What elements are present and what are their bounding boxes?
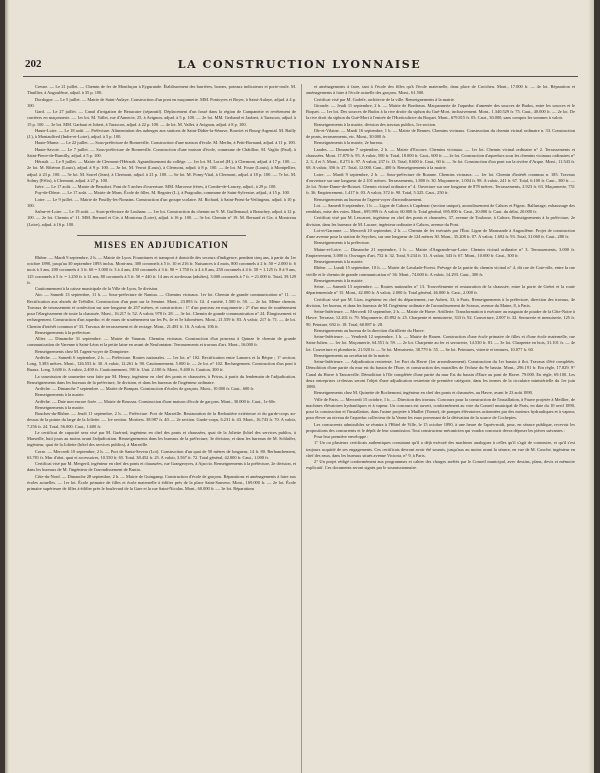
journal-title: LA CONSTRUCTION LYONNAISE xyxy=(177,58,422,71)
notice-paragraph: Saône-et-Loire. — Le 19 août. — Sous-préfecture de Louhans. — 1er lot. Construction du chemin no 9. M. Guillemaud, à Branchey, adjud. à 12 p. 100. — 2e lot. Chemin n° 11. MM. Bernard et Cie, à Montceau (Loire), adjud. à 16 p. 100. — 3e lot. Chemin n° 19. M. Bernard et Cie, à Montceau (Loire), adjud. à 16 p. 100. xyxy=(27,209,296,227)
left-column-top-notices xyxy=(27,84,296,228)
notice-paragraph: Renseignements chez M. Quinette de Rochemont, ingénieur en chef des ponts et chaussées, au Havre, avant le 23 août 1890. xyxy=(314,390,533,396)
notice-paragraph: Gard. — Le 27 juillet. — Canal d'irrigation de Beaucaire (séparatif). Déplacement d'un fossé dans la région de Campanette et revêtement de carrières en maçonnerie. — 1er lot. M. Vallet, rue d'Annecie, 25, à Avignon, adjud. à 5 p. 100. — 2e lot. MM. Gerband et Jaubert, à Tarascon, adjud. à 15 p. 100. — 3e lot. MM. Garbaut et Jubert, à Tarascon, adjud. à 22 p. 100. — 4e lot. M. Vallet, à Avignon, adjud. à 8 p. 100. xyxy=(27,109,296,127)
notice-paragraph: Ardèche. — Samedi 6 septembre, 2 h. — Préfecture. Routes nationales. — 1er lot. n° 102. Rectification entre Lanuers et la Béqne ; 1° section. Long. 5.383 mètres. Mont., 126.553 fr. 30. A valoir, 12.261 fr. 90. Cautionnement, 5.000 fr. — 2e lot. n° 102. Rechargement. Construction d'un pont à Ruaux. Long. 5,600 fr. A valoir, 2.400 fr. Cautionnement, 190 fr. Unit. 2.100 fr. Mont., 9.400 fr. Caution, 300 fr. xyxy=(27,354,296,373)
notice-paragraph: Hérault. — Le 9 juillet. — Mairie de Clermont-l'Hérault. Agrandissement du collège. — 1er lot. M. Lorrel (H.), à Clermont, adjud. à 17 p. 100. — 2e lot. M. Ribéron (Louis), adjud. à 9 p. 100. — 3e lot. M. Verrot (Louis), à Clermont, adjud. à 8 p. 100. — 4e lot. M. Foure (Louis), à Montpellier, adjud. à 23 p. 100. — 5e lot. M. Sorrel (Jean), à Clermont, adjud. à 21 p. 100. — 6e lot. M. Pomy-Vital, à Clermont, adjud. à 18 p. 100. — 7e lot. M. Solmy (Félix), à Clermont, adjud. à 27 p. 100. xyxy=(27,159,296,183)
notice-paragraph: Puy-de-Dôme. — Le 17 août. — Mairie de Mons. École de filles. M. Regnier (L.), à Pragoulin, commune de Saint-Sylvestre, adjud., à 15 p. 100. xyxy=(35,190,290,196)
notice-paragraph: Renseignements à la mairie, 2e bureau. xyxy=(314,140,383,146)
notice-paragraph: Maine-et-Loire. — Dimanche 21 septembre, 1 h. — Mairie d'Angrande-sur-Loire. Chemin vicinal ordinaire n° 3. Terrassements, 3.000 fr. Empierrement, 3.000 fr. Ouvrages d'art, 752 fr. 32. Total, 9.234 fr. 31. A valoir, 343 fr. 67. Mont., 10.000 fr. Caut., 300 fr. xyxy=(306,246,575,258)
page-number: 202 xyxy=(25,58,42,70)
newspaper-page xyxy=(5,0,594,773)
notice-paragraph: Seine-Inférieure. — Mercredi 10 septembre, 2 h. — Mairie de Havre. Artillerie. Transformation à exécuter au magasin de poudre de la Côte-Noire à Havre. Terrasse, 12.201 fr. 79. Maçonnerie, 45.892 fr. 25. Charpente et menuiserie, 333 fr. 92. Couverture, 2.007 fr. 32. Serrurerie et menuiserie, 125 fr. 90. Peinture, 692 fr. 18. Total, 60.887 fr. 28. xyxy=(306,309,575,327)
notice-paragraph: Certificat visé par M. Lion, ingénieur en chef du département, rue Aubert, 33, à Paris. Renseignements à la préfecture, direction des travaux, 4e division, 1er bureau, et dans les bureaux de M. l'ingénieur ordinaire de l'arrondissement de Sceaux, avenue du Maine, 8, à Paris. xyxy=(306,296,575,308)
header-rule xyxy=(23,76,578,77)
notice-paragraph: Haute-Loire. — Le 18 août. — Préfecture. Alimentation des auberges aux stations de Saint-Didier-la-Séauve, Bouviet et Bourg-Argental. M. Bailly (J.), à Montaulfred (Indre-et-Loire), adjud. à 5 p. 100. xyxy=(27,127,296,139)
notice-paragraph: Bouches-du-Rhône. — Jeudi 11 septembre, 2 h. — Préfecture. Port de Marseille. Restauration de la Redoutière extérieure et du garde-corps au-dessus de la pointe du large de la Joliette. — 1re section. Mortiers. 38.987 fr. 40. — 2e section. Garde-corps, 6.231 fr. 43. Mont., 16.743 fr. 70. A valoir, 7.256 fr. 24. Total, 56.000. Caut., 1.600 fr. xyxy=(27,411,296,429)
notice-paragraph: Haute-Savoie. — Le 7 juillet. — Sous-préfecture de Bonneville. Construction d'une maison d'école, commune de Châtillon. M. Vaglio (Paul), à Saint-Pierre-de-Rumilly, adjud. à 5 p. 100. xyxy=(27,146,296,158)
notice-paragraph: et aménagements à faire, tant à l'école des filles qu'à l'école maternelle, dans place de Croicheu. Mont., 17.000 fr. — 4e lot. Réparation et aménagements à faire à l'école actuelle des garçons. Mont., 61.500. xyxy=(306,84,575,96)
notice-paragraph: Corse. — Mercredi 10 septembre, 2 h. — Port de Santa-Severa (Lot). Construction d'un quai de 50 mètres de longueur, 14 fr. 80. Rerhanchement, 63.781 fr. Mur d'abri, quai et accessoires, 10.550 fr. 65. Total, 38.452 fr. 25. A valoir, 3.567 fr. 72. Total général, 42.000 fr. Caut., 1.000 fr. xyxy=(27,448,296,460)
notice-paragraph: Ardèche. — Date non encore fixée. — Mairie de Roussas. Construction d'une maison d'école de garçons. Mont., 30.000 fr. Caut., 1e 60e. xyxy=(35,398,277,404)
notice-paragraph: Seine-Inférieure. — Vendredi 12 septembre, 1 h. — Mairie de Rouen. Construction d'une école primaire de filles et d'une école maternelle, rue Saint-Julien. — 1er lot. Maçonnerie, 64.551 fr. 59. — 2e lot. Charpente au fer et serrurerie, 14.530 fr. 81. — 3e lot. Charpente en bois, 31.101 fr. — 4e lot. Couverture et plomberie, 21.920 fr. — 5e lot. Menuiserie, 38.779 fr. 55. — 6e lot. Peintures, vitrerie et tentures, 10.077 fr. 60. xyxy=(306,334,575,352)
notice-paragraph: Allier. — Dimanche 31 septembre. — Mairie de Vaumas. Chemins vicinaux. Construction d'un ponceau à Quinze le chemin de grande communication de Varenne à Saint-Léon et la petite laine en avant de Neufontaine. Terrassements et travaux d'art. Mont., 16.000 fr. xyxy=(27,336,296,348)
notice-paragraph: Côte-du-Nord. — Dimanche 28 septembre, 2 h. — Mairie de Guingamp. Construction d'école de garçons. Réparations et aménagements à faire aux écoles actuelles. — 1er lot. École primaire de filles et école maternelle à édifier près de la place Saint-Sauveur. Mont., 169.000 fr. — 2e lot. École primaire supérieure de filles à édifier près le boulevard de la Gare et la rue Saint-Nicolas. Mont., 60.000 fr. — 3e lot. Réparations xyxy=(27,473,296,491)
notice-paragraph: Le certificat de capacité sera visé par M. Guérard, ingénieur en chef des ponts et chaussées, quai de la Joliette (hôtel des services publics, à Marseille, huit jours au moins avant l'adjudication. Renseignements dans les bureaux de la préfecture, 3e division, et dans les bureaux de M. Schlaffer, ingénieur, quai de la Joliette (hôtel des services publics), à Marseille. xyxy=(27,429,296,448)
notice-paragraph: Renseignements au secrétariat de la mairie. xyxy=(314,352,391,358)
notice-paragraph: Loire. — Mardi 9 septembre, 2 h. — Sous-préfecture de Roanne. Chemins vicinaux. — 1er lot. Chemin d'intérêt commun n. 185. Travaux d'ouverture sur une longueur de 2.101 mètres. Terrassements, 1.800 fr. 30. Maçonnerie, 1.004 fr. 98. A valoir, 241 fr. 67. Total, 6.100 fr. Caut., 300 fr. — 2e lot. Notre-Dame-de-Boisset. Chemin vicinal ordinaire n° 4. Ouverture sur une longueur de 878 mètres. Terrassements, 2.923 fr. 63. Maçonnerie, 751 fr. 36. Empierrement, 1.417 fr. 03. A valoir, 372 fr. 90. Total, 5.325. Caut., 250 fr. xyxy=(306,171,575,196)
notice-paragraph: Ville de Paris. — Mercredi 15 octobre, 1 h. — Direction des travaux. Concours pour la construction de l'installation, à Fauve projetée à Meillier, de machines élévatoires hydrauliques et à vapeur. Un concours est ouvert, conformément au vote du Conseil municipal de Paris, en date du 10 avril 1890, pour la construction et l'installation, dans l'usine projetée à Maillet (Yonne), de pompes élévatoires actionnées par des moteurs hydrauliques et à vapeur, pour élever au niveau de l'aqueduc collecteur de la Vanne les eaux provenant de la dérivation de la source de Cochepies. xyxy=(306,396,575,421)
notice-paragraph: Creuse. — Le 21 juillet. — Chemin de fer de Montluçon à Eygurande. Établissement des barrières, bornes, poteaux indicateurs et porte-roule. M. Thuillier, à Angoulême, adjud. à 35 p. 100. xyxy=(27,84,296,96)
section-divider xyxy=(77,235,246,236)
notice-paragraph: La soumission de soumettre sera faite par M. Henry, ingénieur en chef des ponts et chaussées, à Privas, à partir du lendemain de l'adjudication. Renseignements dans les bureaux de la préfecture, 3e division, et dans les bureaux de l'ingénieur ordinaire. xyxy=(27,373,296,385)
notice-paragraph: Seine-Inférieure. — Adjudication restreinte. 1er Port du Havre (1er arrondissement). Construction du 1er bassin à flot. Travaux d'été complétés. Démolition d'une partie du mur est du bassin de l'Eure, et construction des murailles de l'écluse du 9e bassin. Mont., 296.191 fr. Ein règle, 17.829. 9° Canal du Havre à Tancarville. Démolition à l'île complétée d'une partie du mur Est du bassin d'Eure au pont de Havre. 79.000. En règle, 69.100. Les deux entreprises ci-dessus seront l'objet d'une adjudication restreinte de première catégorie, dans les termes de la circulaire ministérielle du 1er juin 1880. xyxy=(306,359,575,389)
notice-paragraph: Les concurrents admissibles se réunira à l'Hôtel de Ville, le 15 octobre 1890, à une heure de l'après-midi, pour, en séance publique, recevoir les propositions des concurrents et le dépôt de leur soumission. Tout constructeur mécanicien qui voudra concourir devra déposer les pièces suivantes : xyxy=(306,421,575,433)
notice-paragraph: Ain. — Samedi 13 septembre, 11 h. — Sous-préfecture de Nantua. — Chemins vicinaux. 1er lot. Chemin de grande communication n° 11. — Rectification aux abords de Trébillet. Construction d'un pont sur la Semine. Mont., 23.893 fr. Gl. 4 variété, 1.500 fr. 50. — 2e lot. Même chemin. Travaux de terrassement et confection sur une longueur de 257 mètres, et construction : 1° d'un ponceau en maçonnerie ; 2° d'un mur de soutènement pour l'élargissement de toute la chaussée. Mont., 16.217 fr. 52. A valoir, 978 fr. 28. — 3e lot. Chemin de grande communication n° 24. Élargissement et rechargement. Construction d'un aqueduc et de murs de soutènement sur les Ps, 4e et 5e kilomètres. Mont., 21.559 fr. 83. A valoir, 217 fr. 71. — 4e lot. Chemin d'intérêt commun n° 33. Travaux de terrassement et de rectage. Mont., 21.481 fr. 16. A valoir, 106 fr. xyxy=(27,292,296,329)
notice-paragraph: Ardèche. — Dimanche 7 septembre. — Mairie de Bompas. Construction d'écoles de garçons. Mont., 10.000 fr. Caut., 600 fr. xyxy=(35,386,255,391)
notice-paragraph: Lot. — Samedi 6 septembre, 1 h. — Ligne de Cahors à Capdenac (section unique), arrondissement de Cahors et Figeac. Ballastage, exhaussage des remblais, mise des voies. Mont., 695.999 fr. A valoir, 60.000 fr. Total général, 695.000 fr. Caut., 20.000 fr. Caut. du délai, 20.000 fr. xyxy=(306,202,575,214)
notice-paragraph: Isère. — Le 17 août. — Mairie de Beaufort. Pont de 5 arches d'ouverture. MM. Marcesse frères, à Combe-de-Lancey, adjud., à 29 p. 100. xyxy=(35,184,277,189)
notice-paragraph: Renseignements au bureau de l'agent-voyer d'arrondissement. xyxy=(314,196,423,202)
notice-paragraph: Cautionnement à la caisse municipale de la Ville de Lyon, 5e division. xyxy=(35,286,159,291)
notice-paragraph: Lot-et-Garonne. — Mercredi 10 septembre, 2 h. — Chemin de fer exécutés par l'État. Ligne de Marmande à Angoulême. Projet de construction d'une avenue pour la station de Seyches, sur une longueur de 124 mètres 30. Mont., 35.208 fr. 07. A valoir, 1.692 fr. 93. Total, 31.060 fr. Caut., 280 fr. xyxy=(306,227,575,239)
page-spine-shadow xyxy=(5,0,9,773)
notice-paragraph: Renseignements à la mairie, division des travaux publics, 1re section. xyxy=(314,121,437,127)
notice-paragraph: Seine. — Samedi 13 septembre. — Routes nationales n° 13. Trouvelemente et restauration de la chaussée, entre la porte de Grétei et la route départementale n° 15. Mont., 42.000 fr. A valoir, 2.000 fr. Total général, 46.000 fr. Caut., 2.000 fr. xyxy=(306,284,575,296)
section-title: MISES EN ADJUDICATION xyxy=(94,239,229,250)
notice-paragraph: Renseignements chez M. l'agent-voyer de Dompierre. xyxy=(35,348,130,354)
notice-paragraph: Haute-Marne. — Le 22 juillet. — Sous-préfecture de Bonneville. Construction d'une maison d'école. M. Merlin, à Petit-Bornand, adjud. à 11 p. 100. xyxy=(35,140,296,146)
notice-paragraph: Certificat visé par M. Godefe, architecte de la ville. Renseignements à la mairie. xyxy=(314,96,455,102)
notice-paragraph: 2° Un projet rédigé conformément aux programmes et cahier des charges arrêtés par le Conseil municipal, avec dessins, plans, devis et mémoire explicatif. Ces documents seront signés par le soumissionnaire. xyxy=(306,459,575,471)
notice-paragraph: Rhône. — Lundi 15 septembre, 10 h. — Mairie de Lavalade-Forest. Prévage de la partie du chemin vicinal n° 4, dit rue de Cote-rôle, entre la rue vieille et le chemin de grande communication n° 36. Mont., 74.600 fr. A valoir, 14.293. Caut., 300 fr. xyxy=(306,265,575,277)
notice-paragraph: Gironde. — Jeudi 11 septembre, 2 h. — Mairie de Bordeaux. Macpannerie de l'aqueduc d'amenée des sources de Budos, entre les sources et le Boquet. — 1er lot. Des sources de Budos à la rive droite du siphon du Gué-Mort, inclusivement. Mont., 1.340.529 fr. 75. Caut., 40.000 fr. — 2e lot. De la rive droit du siphon du Gué-Mort à l'entrée de l'Horticultrice du Boquet. Mont., 679.815 fr. 03. Caut., 30.000, sans compris les sommes à valoir. xyxy=(306,102,575,121)
right-column xyxy=(306,84,575,472)
notice-paragraph: Renseignements à la préfecture. xyxy=(314,240,371,246)
notice-paragraph: Landes. — Dimanche 7 septembre, 2 h. — Mairie d'Escorre. Chemins vicinaux. — 1er lot. Chemin vicinal ordinaire n° 2. Terrassements et chaussées. Mont. 17.870 fr. 95. A valoir, 500 fr. Total, 18.000 fr. Caut., 600 fr. — 2e lot. Construction d'aqueducs sous les chemins vicinaux ordinaires n° 2, 3, 4 et 5. Mont., 8.273 fr. 97. A valoir, 237 fr. 13. Total, 8.600 fr. Caut., 60 fr. — 3e lot. Construction d'un pont sur la rivière d'Arque. Mont., 11.543 fr. 68. A valoir, 356 fr. 27. Total, 12.000. Caut., 400 fr. Renseignements à la mairie. xyxy=(306,146,575,171)
notice-paragraph: Certificat visé par M. Mergeril, ingénieur en chef des ponts et chaussées, rue Grangeoyres, à Ajaccio. Renseignements à la préfecture, 2e division, et dans les bureaux de M. l'ingénieur de l'arrondissement de Bastia. xyxy=(27,461,296,473)
notice-paragraph: Rhône. — Mardi 9 septembre, 2 h. — Mairie de Lyon. Fournitures et transport à domicile des secours d'indigence, pendant cinq ans, à partir du 1er octobre 1890, jusqu'au 30 septembre 1893 inclus. Mont-ans, 300 coronnels à 5 fr. 10 et 216 fr. Nuisances à 4 mois, 800 coronnels à 2 fr. 50 = 2.000 fr. 6 mois à 3 ans, 200 coronnels à 3 fr. 60 = 3.000 fr. 3 à 4 ans, 450 coronnels à 3 fr. 90 = 1.750 fr. à 4 à 8 ans, 250 coronnels à 4 fr. 50 = 1.125 fr. 8 à 9 ans, 125 coronnels à 5 fr. = 1.250 fr. à 12 ans, 80 coronnels à 5 fr. 50 = 440 fr. 14 ans et au-dessus (adultes), 3.000 coronnels à 7 fr. = 21.000 fr. Total, 39.129 fr. xyxy=(27,254,296,285)
notice-paragraph: Renseignements au bureau de la direction d'artillerie du Havre. xyxy=(314,327,425,333)
notice-paragraph: Pour leur première enveloppe : xyxy=(314,434,369,439)
page-edge-shadow xyxy=(588,0,594,773)
notice-paragraph: Ille-et-Vilaine. — Mardi 16 septembre, 1 h. — Mairie de Rennes. Chemins vicinaux. Construction du chemin vicinal ordinaire n. 33. Construction de ponts, terrassements, etc. Mont., 30.000 fr. xyxy=(306,127,575,139)
column-separator xyxy=(301,84,302,773)
notice-paragraph: Renseignements à la préfecture. xyxy=(35,329,92,335)
notice-paragraph: Renseignements à la mairie. xyxy=(35,392,85,398)
notice-paragraph: Renseignements à la mairie. xyxy=(35,404,85,410)
notice-paragraph: 1° Un ou plusieurs certificats authentiques constatant qu'il a déjà exécuté des machines analogues à celles qu'il s'agit de construire, et qu'il s'est toujours acquitté de ses engagements. Ces certificats devront avoir été soumis, jusqu'aux au moins avant la séance, en vue de M. Couche, ingénieur en chef des eaux, dans les bureaux situés avenue Victoria, n° 9, à Paris. xyxy=(306,440,575,458)
notice-paragraph: Dordogne. — Le 5 juillet. — Mairie de Saint-Aulaye. Construction d'un pont en maçonnerie. MM. Pontoyres et Boyer, à Saint-Aulaye, adjud. à 4 p. 100. xyxy=(27,96,296,108)
notice-paragraph: Certificat visé par M. Lescarret, ingénieur en chef des ponts et chaussées, 37, avenue de Toulouse, à Cahors. Renseignements à la préfecture, 2e division, dans les bureaux de M. Lacaze, ingénieur ordinaire à Cahors, avenue du Pont. xyxy=(306,215,575,227)
notice-paragraph: Renseignements à la mairie. xyxy=(314,277,364,283)
left-column-adjudication-notices xyxy=(27,255,296,493)
notice-paragraph: Loire. — Le 9 juillet. — Mairie de Pouilly-les-Nonains. Construction d'un groupe scolaire. M. Richard, à Saint-Priest-la-Vetlingeau, adjud. à 10 p. 100. xyxy=(27,196,296,208)
notice-paragraph: Renseignements à la mairie. xyxy=(314,259,364,264)
page-header xyxy=(15,58,584,78)
left-column xyxy=(27,84,296,492)
